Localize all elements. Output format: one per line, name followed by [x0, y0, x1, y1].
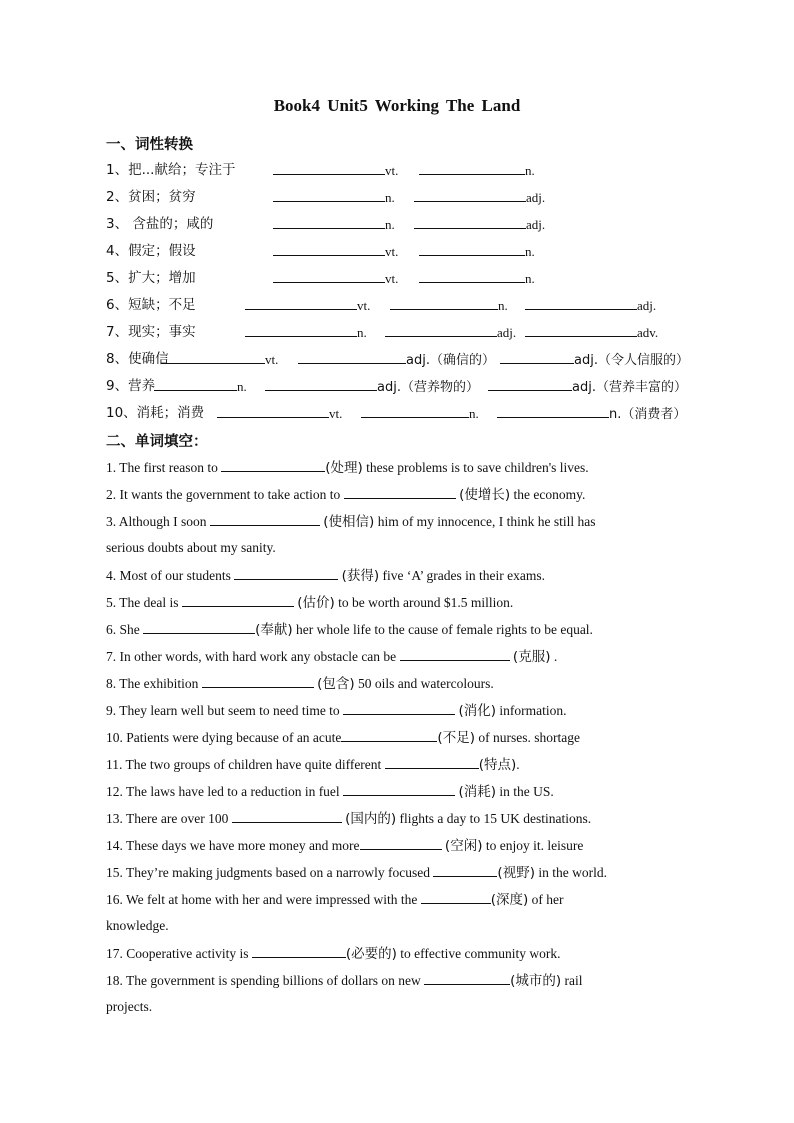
sentence-text: the economy. — [510, 487, 586, 502]
answer-blank[interactable] — [234, 565, 338, 580]
pos-label: vt. — [385, 271, 399, 286]
sentence-text: 10. Patients were dying because of an acute — [106, 730, 342, 745]
answer-blank[interactable] — [344, 484, 456, 499]
answer-blank[interactable] — [424, 970, 510, 985]
word-form-label: 8、使确信 — [106, 351, 169, 367]
answer-blank[interactable] — [414, 214, 526, 229]
answer-blank[interactable] — [343, 781, 455, 796]
sentence-text: 1. The first reason to — [106, 460, 222, 475]
pos-label: n. — [525, 271, 535, 286]
fill-blank-sentence — [106, 754, 520, 774]
answer-blank[interactable] — [419, 241, 525, 256]
word-form-label: 10、消耗；消费 — [106, 405, 205, 421]
page-title: Book4 Unit5 Working The Land — [273, 96, 521, 115]
word-form-row — [106, 349, 689, 369]
chinese-hint: (空闲) — [444, 838, 483, 854]
pos-label: n. — [525, 163, 535, 178]
word-form-label: 4、假定；假设 — [106, 243, 196, 259]
answer-blank[interactable] — [273, 187, 385, 202]
section-heading-word-forms: 一、词性转换 — [106, 137, 193, 153]
pos-label: adj.（令人信服的） — [574, 353, 689, 368]
pos-label: vt. — [329, 406, 343, 421]
answer-blank[interactable] — [221, 457, 325, 472]
sentence-text: 9. They learn well but seem to need time to — [106, 703, 344, 718]
sentence-text: 17. Cooperative activity is — [106, 946, 252, 961]
chinese-hint: (城市的) — [510, 973, 562, 989]
pos-label: vt. — [265, 352, 279, 367]
sentence-text: flights a day to 15 UK destinations. — [396, 811, 592, 826]
sentence-text: in the world. — [534, 865, 607, 880]
word-form-row — [106, 214, 546, 234]
pos-label: adj. — [526, 190, 546, 205]
pos-label: n. — [385, 217, 395, 232]
pos-label: adv. — [637, 325, 659, 340]
answer-blank[interactable] — [360, 835, 442, 850]
sentence-text: these problems is to save children's lives. — [362, 460, 589, 475]
pos-label: vt. — [357, 298, 371, 313]
pos-label: n. — [498, 298, 508, 313]
sentence-text: 4. Most of our students — [106, 568, 235, 583]
sentence-text: to be worth around $1.5 million. — [334, 595, 514, 610]
sentence-continuation: projects. — [106, 999, 153, 1014]
chinese-hint: (消耗) — [458, 784, 496, 800]
answer-blank[interactable] — [273, 241, 385, 256]
chinese-hint: (视野) — [497, 865, 535, 881]
sentence-continuation: serious doubts about my sanity. — [106, 540, 276, 555]
sentence-text: of her — [528, 892, 564, 907]
sentence-text: to enjoy it. leisure — [482, 838, 584, 853]
answer-blank[interactable] — [385, 754, 479, 769]
word-form-label: 6、短缺；不足 — [106, 297, 196, 313]
sentence-text: 2. It wants the government to take action to — [106, 487, 344, 502]
chinese-hint: (处理) — [325, 460, 363, 476]
answer-blank[interactable] — [390, 295, 498, 310]
pos-label: n. — [469, 406, 479, 421]
answer-blank[interactable] — [202, 673, 314, 688]
sentence-text: in the US. — [495, 784, 554, 799]
sentence-text: rail — [561, 973, 583, 988]
answer-blank[interactable] — [217, 403, 329, 418]
sentence-text: 11. The two groups of children have quite different — [106, 757, 385, 772]
fill-blank-sentence — [106, 862, 607, 882]
sentence-text: 18. The government is spending billions of dollars on new — [106, 973, 425, 988]
sentence-continuation: knowledge. — [106, 918, 169, 933]
word-form-row — [106, 295, 657, 315]
fill-blank-sentence — [106, 970, 583, 990]
answer-blank[interactable] — [419, 268, 525, 283]
fill-blank-sentence — [106, 511, 596, 531]
sentence-text: her whole life to the cause of female rights to be equal. — [292, 622, 593, 637]
pos-label: n. — [525, 244, 535, 259]
pos-label: adj.（营养物的） — [377, 380, 479, 395]
fill-blank-sentence — [106, 781, 554, 801]
chinese-hint: (克服) — [512, 649, 551, 665]
word-form-label: 2、贫困；贫穷 — [106, 189, 196, 205]
sentence-text: 3. Although I soon — [106, 514, 210, 529]
answer-blank[interactable] — [161, 349, 265, 364]
fill-blank-sentence — [106, 457, 589, 477]
sentence-text: information. — [495, 703, 567, 718]
word-form-label: 3、 含盐的；咸的 — [106, 216, 214, 232]
sentence-text: 13. There are over 100 — [106, 811, 232, 826]
word-form-label: 9、营养 — [106, 378, 156, 394]
sentence-text: to effective community work. — [396, 946, 561, 961]
answer-blank[interactable] — [361, 403, 469, 418]
word-form-row — [106, 241, 535, 261]
answer-blank[interactable] — [497, 403, 609, 418]
answer-blank[interactable] — [210, 511, 320, 526]
word-form-row — [106, 322, 659, 342]
answer-blank[interactable] — [500, 349, 574, 364]
fill-blank-sentence — [106, 484, 585, 504]
answer-blank[interactable] — [400, 646, 510, 661]
word-form-label: 7、现实；事实 — [106, 324, 196, 340]
answer-blank[interactable] — [273, 160, 385, 175]
answer-blank[interactable] — [414, 187, 526, 202]
pos-label: adj.（营养丰富的） — [572, 380, 687, 395]
pos-label: vt. — [385, 163, 399, 178]
answer-blank[interactable] — [273, 268, 385, 283]
answer-blank[interactable] — [273, 214, 385, 229]
sentence-text: of nurses. shortage — [474, 730, 580, 745]
chinese-hint: (国内的) — [345, 811, 397, 827]
chinese-hint: (使相信) — [323, 514, 375, 530]
fill-blank-sentence — [106, 646, 557, 666]
sentence-text: 5. The deal is — [106, 595, 182, 610]
chinese-hint: (获得) — [341, 568, 380, 584]
fill-blank-sentence — [106, 808, 591, 828]
fill-blank-sentence — [106, 835, 583, 855]
sentence-text: 16. We felt at home with her and were impressed with the — [106, 892, 421, 907]
word-form-row — [106, 268, 535, 288]
pos-label: adj.（确信的） — [406, 353, 495, 368]
fill-blank-sentence — [106, 673, 494, 693]
sentence-text: 50 oils and watercolours. — [354, 676, 494, 691]
answer-blank[interactable] — [245, 322, 357, 337]
answer-blank[interactable] — [421, 889, 491, 904]
pos-label: n. — [385, 190, 395, 205]
chinese-hint: (使增长) — [459, 487, 511, 503]
word-form-row — [106, 187, 546, 207]
chinese-hint: (包含) — [317, 676, 355, 692]
answer-blank[interactable] — [182, 592, 294, 607]
word-form-label: 1、把...献给；专注于 — [106, 162, 236, 178]
sentence-text: him of my innocence, I think he still has — [374, 514, 596, 529]
fill-blank-sentence — [106, 592, 513, 612]
word-form-row — [106, 403, 687, 423]
sentence-text: 12. The laws have led to a reduction in fuel — [106, 784, 344, 799]
answer-blank[interactable] — [298, 349, 406, 364]
fill-blank-sentence — [106, 727, 580, 747]
pos-label: adj. — [526, 217, 546, 232]
chinese-hint: (不足) — [437, 730, 475, 746]
answer-blank[interactable] — [488, 376, 572, 391]
answer-blank[interactable] — [252, 943, 346, 958]
answer-blank[interactable] — [525, 322, 637, 337]
sentence-text: five ‘A’ grades in their exams. — [379, 568, 545, 583]
sentence-text: 8. The exhibition — [106, 676, 202, 691]
answer-blank[interactable] — [341, 727, 437, 742]
pos-label: adj. — [497, 325, 517, 340]
fill-blank-sentence — [106, 943, 560, 963]
fill-blank-sentence — [106, 565, 545, 585]
answer-blank[interactable] — [343, 700, 455, 715]
answer-blank[interactable] — [143, 619, 255, 634]
sentence-text: 15. They’re making judgments based on a narrowly focused — [106, 865, 434, 880]
answer-blank[interactable] — [419, 160, 525, 175]
pos-label: adj. — [637, 298, 657, 313]
answer-blank[interactable] — [525, 295, 637, 310]
sentence-text: 7. In other words, with hard work any obstacle can be — [106, 649, 400, 664]
word-form-row — [106, 160, 535, 180]
section-heading-fill-blank: 二、单词填空： — [106, 434, 208, 450]
word-form-label: 5、扩大；增加 — [106, 270, 196, 286]
pos-label: vt. — [385, 244, 399, 259]
chinese-hint: (奉献) — [255, 622, 293, 638]
fill-blank-sentence — [106, 619, 593, 639]
answer-blank[interactable] — [433, 862, 497, 877]
chinese-hint: (消化) — [458, 703, 496, 719]
fill-blank-sentence — [106, 700, 566, 720]
answer-blank[interactable] — [245, 295, 357, 310]
sentence-text: 6. She — [106, 622, 144, 637]
chinese-hint: (特点) — [478, 757, 517, 773]
sentence-text: . — [516, 757, 520, 772]
pos-label: n. — [237, 379, 247, 394]
answer-blank[interactable] — [232, 808, 342, 823]
fill-blank-sentence — [106, 889, 563, 909]
answer-blank[interactable] — [385, 322, 497, 337]
chinese-hint: (估价) — [297, 595, 335, 611]
answer-blank[interactable] — [265, 376, 377, 391]
chinese-hint: (深度) — [490, 892, 529, 908]
word-form-row — [106, 376, 687, 396]
answer-blank[interactable] — [154, 376, 237, 391]
pos-label: n.（消费者） — [609, 407, 687, 422]
sentence-text: . — [550, 649, 558, 664]
sentence-text: 14. These days we have more money and more — [106, 838, 360, 853]
pos-label: n. — [357, 325, 367, 340]
chinese-hint: (必要的) — [345, 946, 397, 962]
